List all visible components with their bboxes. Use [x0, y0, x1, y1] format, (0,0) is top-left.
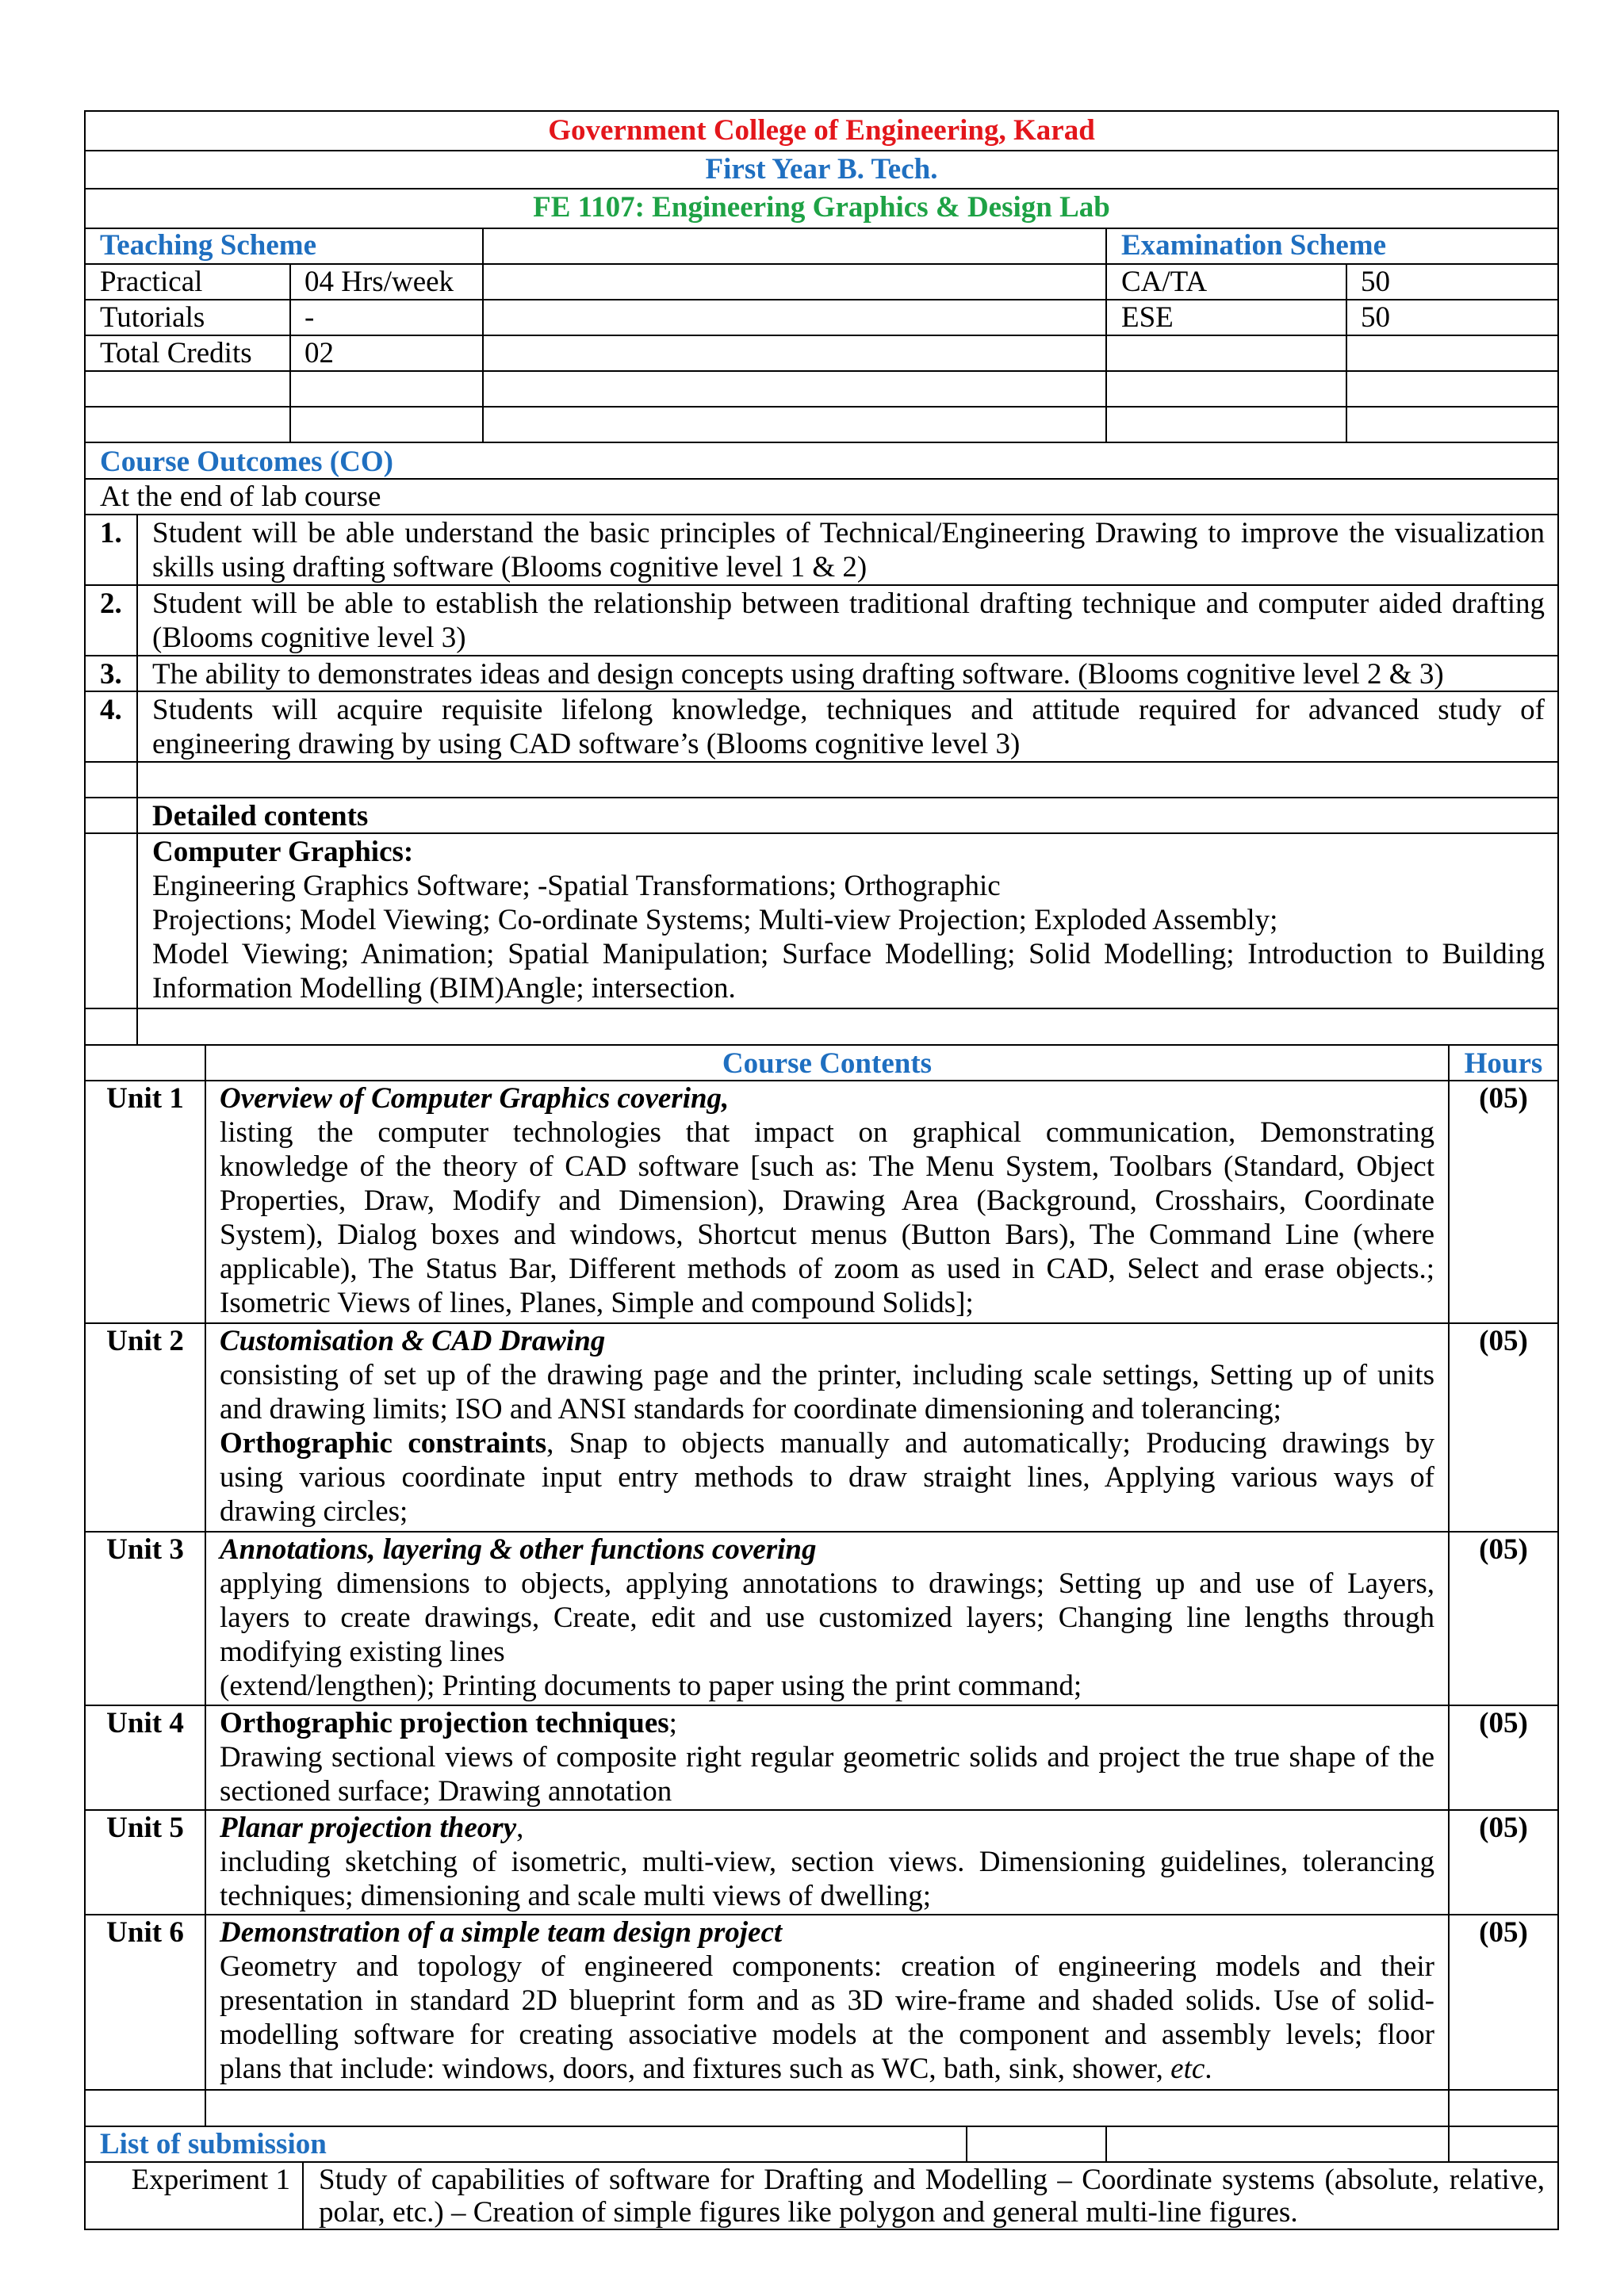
detailed-line: Model Viewing; Animation; Spatial Manipulation; Surface Modelling; Solid Modelling; Introduction to Building	[152, 938, 1545, 970]
contents-title: Course Contents	[722, 1047, 933, 1080]
unit-line: plans that include: windows, doors, and fixtures such as WC, bath, sink, shower, etc.	[220, 2053, 1212, 2085]
unit-line: including sketching of isometric, multi-view, section views. Dimensioning guidelines, tolerancing	[220, 1846, 1434, 1878]
outcome-num: 1.	[100, 517, 122, 549]
outcome-line: The ability to demonstrates ideas and design concepts using drafting software. (Blooms cognitive level 2 & 3)	[152, 658, 1444, 691]
outcomes-intro: At the end of lab course	[100, 480, 381, 513]
ese-value: 50	[1361, 301, 1390, 334]
tutorials-label: Tutorials	[100, 301, 205, 334]
year-title: First Year B. Tech.	[705, 153, 938, 186]
detailed-line: Projections; Model Viewing; Co-ordinate Systems; Multi-view Projection; Exploded Assembly;	[152, 904, 1278, 936]
unit-line: applying dimensions to objects, applying annotations to drawings; Setting up and use of Layers,	[220, 1567, 1434, 1600]
unit-title-text: Planar projection theory	[220, 1812, 517, 1844]
unit-hours: (05)	[1479, 1533, 1528, 1566]
unit-line: Isometric Views of lines, Planes, Simple and compound Solids];	[220, 1287, 974, 1319]
unit-line: System), Dialog boxes and windows, Shortcut menus (Button Bars), The Command Line (where	[220, 1219, 1434, 1251]
unit-line: listing the computer technologies that impact on graphical communication, Demonstrating	[220, 1116, 1434, 1149]
unit-label: Unit 3	[106, 1533, 184, 1566]
unit-label: Unit 1	[106, 1082, 184, 1115]
course-title: FE 1107: Engineering Graphics & Design Lab	[533, 191, 1110, 224]
practical-value: 04 Hrs/week	[304, 266, 454, 298]
unit-line: drawing circles;	[220, 1495, 408, 1528]
teaching-scheme-label: Teaching Scheme	[100, 229, 317, 262]
outcome-line: engineering drawing by using CAD software’s (Blooms cognitive level 3)	[152, 728, 1021, 760]
unit-title-text: Overview of Computer Graphics covering	[220, 1082, 722, 1115]
unit-line: and drawing limits; ISO and ANSI standards for coordinate dimensioning and tolerancing;	[220, 1393, 1281, 1425]
unit-label: Unit 2	[106, 1325, 184, 1357]
credits-value: 02	[304, 337, 334, 369]
unit-line: layers to create drawings, Create, edit and use customized layers; Changing line lengths through	[220, 1601, 1434, 1634]
detailed-line: Information Modelling (BIM)Angle; intersection.	[152, 972, 736, 1004]
outcome-num: 4.	[100, 694, 122, 726]
bold-term: Orthographic constraints	[220, 1427, 547, 1460]
unit-line: Geometry and topology of engineered components: creation of engineering models and their	[220, 1950, 1434, 1983]
unit-line: sectioned surface; Drawing annotation	[220, 1775, 672, 1808]
detailed-subtitle: Computer Graphics:	[152, 836, 414, 868]
outcome-num: 2.	[100, 587, 122, 620]
unit-line: Properties, Draw, Modify and Dimension), Drawing Area (Background, Crosshairs, Coordinate	[220, 1184, 1434, 1217]
unit-line: Drawing sectional views of composite right regular geometric solids and project the true shape of the	[220, 1741, 1434, 1774]
practical-label: Practical	[100, 266, 203, 298]
outcomes-title: Course Outcomes (CO)	[100, 446, 393, 478]
unit-title: Customisation & CAD Drawing	[220, 1325, 606, 1357]
unit-line: techniques; dimensioning and scale multi views of dwelling;	[220, 1880, 932, 1912]
unit-line: modifying existing lines	[220, 1636, 505, 1668]
unit-title: Demonstration of a simple team design project	[220, 1916, 783, 1949]
outcome-line: (Blooms cognitive level 3)	[152, 622, 466, 654]
outcome-line: Student will be able to establish the relationship between traditional drafting technique and computer aided drafting	[152, 587, 1545, 620]
cata-label: CA/TA	[1121, 266, 1208, 298]
tutorials-value: -	[304, 301, 315, 334]
unit-title: Annotations, layering & other functions covering	[220, 1533, 817, 1566]
exam-scheme-label: Examination Scheme	[1121, 229, 1387, 262]
unit-hours: (05)	[1479, 1916, 1528, 1949]
unit-line-mixed	[220, 1426, 1434, 1461]
unit-line: using various coordinate input entry methods to draw straight lines, Applying various ways of	[220, 1461, 1434, 1494]
unit-hours: (05)	[1479, 1707, 1528, 1739]
unit-title	[220, 1081, 729, 1116]
unit-title-suffix: ,	[722, 1082, 730, 1115]
college-title: Government College of Engineering, Karad	[548, 114, 1095, 147]
detailed-title: Detailed contents	[152, 800, 369, 832]
unit-title	[220, 1811, 523, 1846]
unit-hours: (05)	[1479, 1325, 1528, 1357]
unit-title-suffix: ;	[668, 1707, 677, 1739]
outcome-num: 3.	[100, 658, 122, 691]
unit-hours: (05)	[1479, 1812, 1528, 1844]
hours-header: Hours	[1464, 1047, 1543, 1080]
experiment-line: Study of capabilities of software for Drafting and Modelling – Coordinate systems (absolute, relative,	[319, 2164, 1545, 2196]
experiment-line: polar, etc.) – Creation of simple figures like polygon and general multi-line figures.	[319, 2196, 1298, 2229]
unit-title	[220, 1706, 677, 1741]
submission-title: List of submission	[100, 2128, 327, 2160]
unit-label: Unit 4	[106, 1707, 184, 1739]
outcome-line: Student will be able understand the basic principles of Technical/Engineering Drawing to improve the visualization	[152, 517, 1545, 549]
credits-label: Total Credits	[100, 337, 252, 369]
unit-hours: (05)	[1479, 1082, 1528, 1115]
unit-line: applicable), The Status Bar, Different methods of zoom as used in CAD, Select and erase objects.;	[220, 1253, 1434, 1285]
unit-line-rest: , Snap to objects manually and automatically; Producing drawings by	[546, 1427, 1434, 1460]
outcome-line: Students will acquire requisite lifelong knowledge, techniques and attitude required for advanced study of	[152, 694, 1545, 726]
unit-line: presentation in standard 2D blueprint form and as 3D wire-frame and shaded solids. Use of solid-	[220, 1984, 1434, 2017]
detailed-line: Engineering Graphics Software; -Spatial Transformations; Orthographic	[152, 870, 1001, 902]
unit-label: Unit 6	[106, 1916, 184, 1949]
unit-title-text: Orthographic projection techniques	[220, 1707, 669, 1739]
unit-line: (extend/lengthen); Printing documents to paper using the print command;	[220, 1670, 1082, 1702]
experiment-label: Experiment 1	[131, 2164, 290, 2196]
italic-etc: etc	[1170, 2053, 1205, 2085]
unit-line: knowledge of the theory of CAD software [such as: The Menu System, Toolbars (Standard, Object	[220, 1150, 1434, 1183]
outcome-line: skills using drafting software (Blooms cognitive level 1 & 2)	[152, 551, 868, 584]
ese-label: ESE	[1121, 301, 1174, 334]
unit-label: Unit 5	[106, 1812, 184, 1844]
unit-line: consisting of set up of the drawing page and the printer, including scale settings, Setting up of units	[220, 1359, 1434, 1391]
unit-line: modelling software for creating associative models at the component and assembly levels; floor	[220, 2019, 1434, 2051]
cata-value: 50	[1361, 266, 1390, 298]
unit-title-suffix: ,	[516, 1812, 524, 1844]
